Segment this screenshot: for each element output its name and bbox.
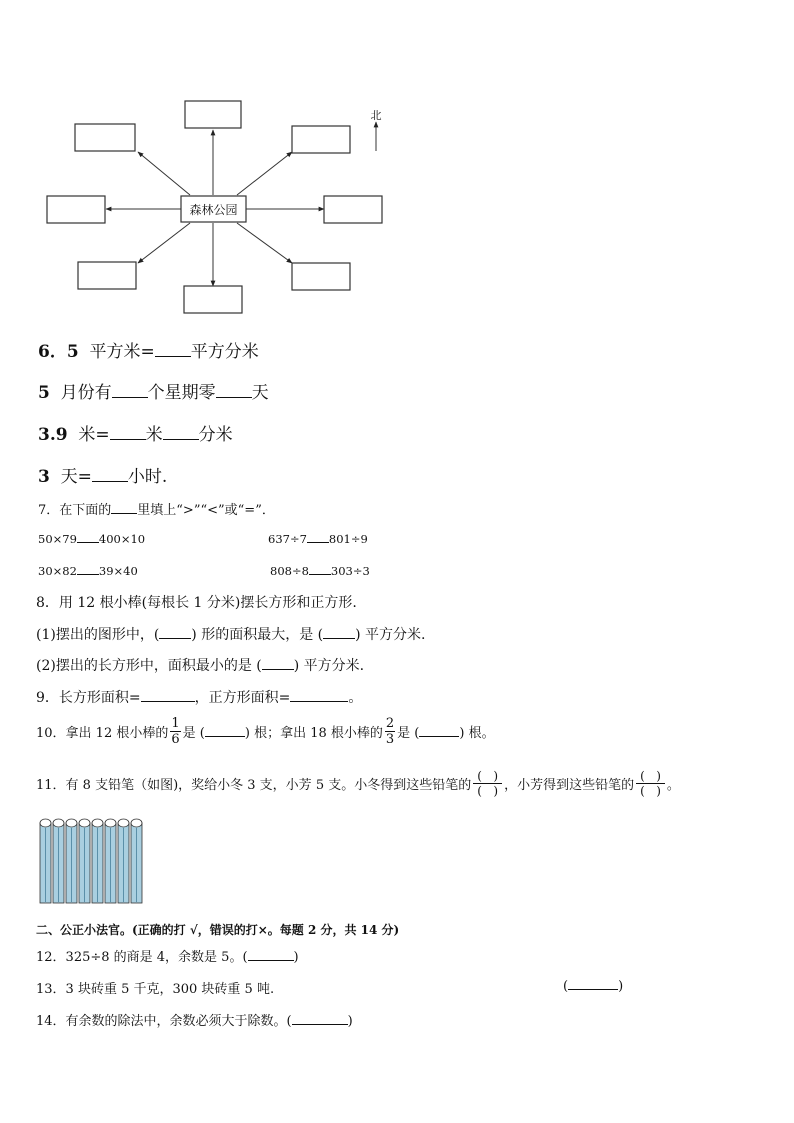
section-2-title: 二、公正小法官。(正确的打 √，错误的打×。每题 2 分，共 14 分) [36, 923, 400, 937]
q7-item-4: 808÷8 303÷3 [270, 564, 370, 578]
q7-item-2: 637÷7 801÷9 [268, 532, 368, 546]
fraction-two-thirds: $\frac{2}{3}$ [385, 715, 395, 747]
answer-blank[interactable] [159, 626, 191, 639]
map-box-southwest [78, 262, 136, 289]
compare-blank[interactable] [307, 531, 329, 543]
q10: 10．拿出 12 根小棒的 $\frac{1}{6}$ 是 ( ) 根；拿出 18 根小棒的 $\frac{2}{3}$ 是 ( ) 根。 [36, 715, 495, 747]
pencil [118, 819, 129, 903]
q11: 11．有 8 支铅笔（如图)，奖给小冬 3 支，小芳 5 支。小冬得到这些铅笔的 $\frac{( )}{( )}$ ，小芳得到这些铅笔的 $\frac{( )}{( )}$ 。 [36, 768, 680, 798]
judge-blank[interactable] [248, 949, 294, 961]
answer-blank[interactable] [110, 425, 146, 440]
answer-blank[interactable] [262, 657, 294, 670]
q9: 9．长方形面积= ，正方形面积= 。 [36, 690, 363, 706]
pencil [79, 819, 90, 903]
answer-blank[interactable] [92, 467, 128, 482]
q12: 12．325÷8 的商是 4，余数是 5。( ) [36, 950, 299, 965]
q6-line-4: 3 天= 小时. [38, 467, 168, 487]
pencils-illustration [36, 814, 148, 906]
q7-item-3: 30×82 39×40 [38, 564, 138, 578]
pencil [131, 819, 142, 903]
q14: 14．有余数的除法中，余数必须大于除数。( ) [36, 1014, 353, 1029]
judge-blank[interactable] [292, 1013, 348, 1025]
pencil [92, 819, 103, 903]
answer-blank[interactable] [419, 725, 459, 737]
q8-line-1: (1)摆出的图形中，( ) 形的面积最大，是 ( ) 平方分米. [36, 627, 426, 643]
q7-item-1: 50×79 400×10 [38, 532, 146, 546]
compare-blank[interactable] [309, 563, 331, 575]
compare-blank[interactable] [77, 563, 99, 575]
answer-blank[interactable] [155, 342, 191, 357]
pencil [53, 819, 64, 903]
answer-blank[interactable] [205, 725, 245, 737]
map-center-label: 森林公园 [189, 203, 238, 217]
pencil [40, 819, 51, 903]
q6-line-1: 6．5 平方米= 平方分米 [38, 342, 259, 362]
direction-map [0, 0, 794, 330]
map-box-south [184, 286, 242, 313]
map-box-east [324, 196, 382, 223]
north-label: 北 [370, 109, 382, 122]
q8-title: 8．用 12 根小棒(每根长 1 分米)摆长方形和正方形. [36, 595, 357, 611]
q13: 13．3 块砖重 5 千克，300 块砖重 5 吨. [36, 982, 275, 997]
pencil [105, 819, 116, 903]
answer-blank[interactable] [216, 383, 252, 398]
answer-blank[interactable] [163, 425, 199, 440]
map-box-northwest [75, 124, 135, 151]
q13-answer: ( ) [563, 979, 624, 994]
q8-line-2: (2)摆出的长方形中，面积最小的是 ( ) 平方分米. [36, 658, 365, 674]
map-box-southeast [292, 263, 350, 290]
fraction-one-sixth: $\frac{1}{6}$ [171, 715, 180, 747]
judge-blank[interactable] [568, 978, 618, 990]
map-box-north [185, 101, 241, 128]
answer-blank[interactable] [112, 383, 148, 398]
map-box-northeast [292, 126, 350, 153]
q7-title: 7．在下面的 里填上“>”“<”或“=”． [38, 503, 275, 518]
answer-blank[interactable] [323, 626, 355, 639]
answer-blank[interactable] [290, 689, 348, 702]
fraction-answer-blank[interactable]: $\frac{( )}{( )}$ [473, 770, 502, 797]
map-box-west [47, 196, 105, 223]
answer-blank[interactable] [141, 689, 195, 702]
q6-line-3: 3.9 米= 米 分米 [38, 425, 233, 445]
fraction-answer-blank[interactable]: $\frac{( )}{( )}$ [636, 770, 665, 797]
pencil [66, 819, 77, 903]
q6-line-2: 5 月份有 个星期零 天 [38, 383, 269, 403]
compare-blank[interactable] [77, 531, 99, 543]
